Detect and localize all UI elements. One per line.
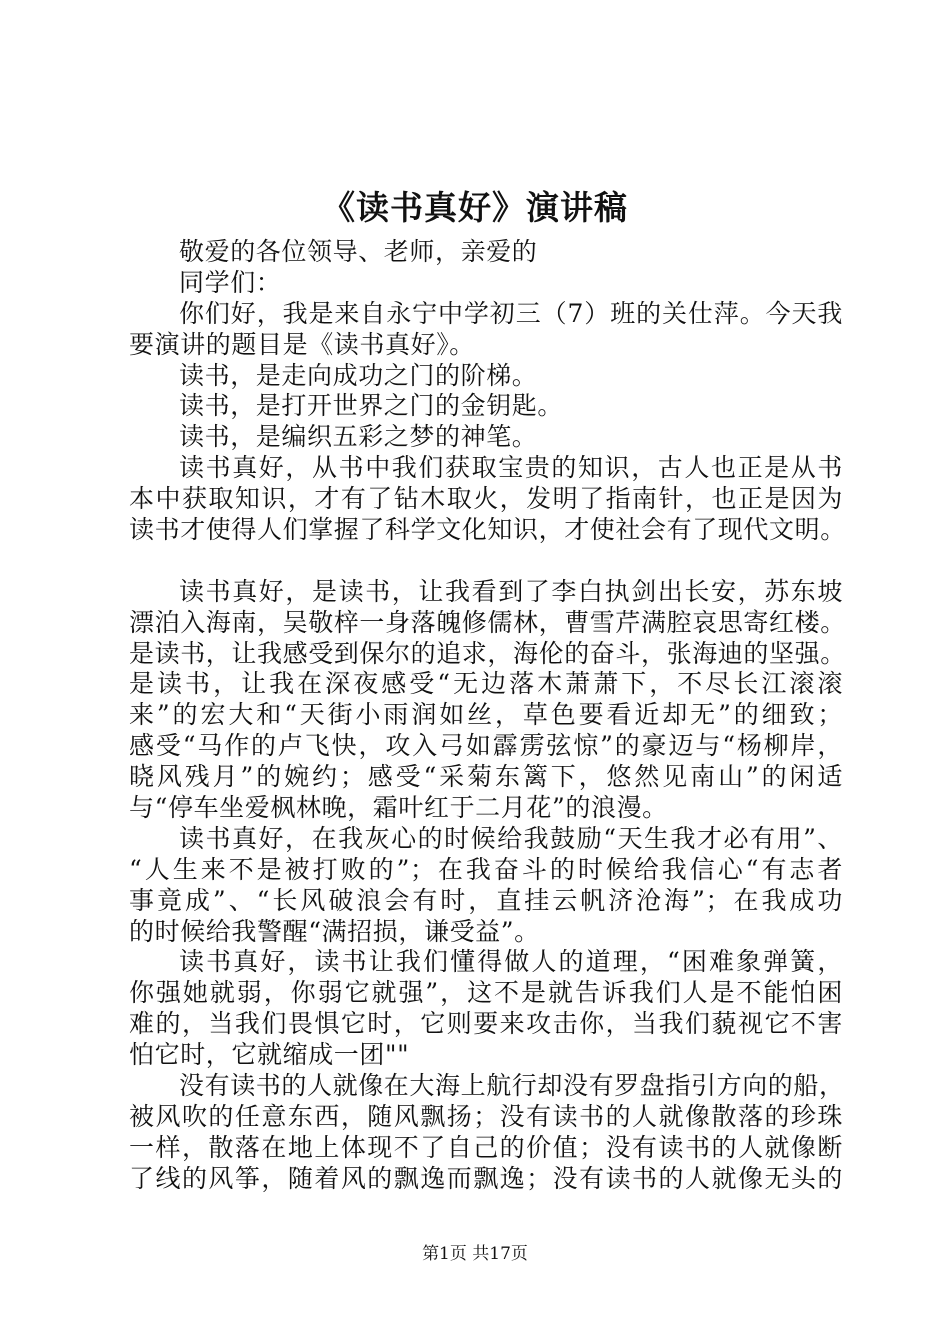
- paragraph-line: 一样，散落在地上体现不了自己的价值；没有读书的人就像断: [129, 1132, 843, 1162]
- page-footer: 第1页 共17页: [422, 1244, 528, 1264]
- paragraph-line: 是读书，让我感受到保尔的追求，海伦的奋斗，张海迪的坚强。: [129, 638, 846, 668]
- document-body: [129, 237, 846, 1195]
- paragraph-line: 读书，是编织五彩之梦的神笔。: [179, 422, 538, 452]
- paragraph-line: 是读书，让我在深夜感受“无边落木萧萧下，不尽长江滚滚: [129, 669, 843, 699]
- paragraph-line: 本中获取知识，才有了钻木取火，发明了指南针，也正是因为: [129, 484, 843, 514]
- paragraph-line: 难的，当我们畏惧它时，它则要来攻击你，当我们藐视它不害: [129, 1009, 843, 1039]
- paragraph-line: 读书真好，从书中我们获取宝贵的知识，古人也正是从书: [179, 453, 843, 483]
- document-title: 《读书真好》演讲稿: [322, 188, 628, 227]
- paragraph-line: 你强她就弱，你弱它就强”，这不是就告诉我们人是不能怕困: [129, 978, 843, 1008]
- paragraph-line: 读书才使得人们掌握了科学文化知识，才使社会有了现代文明。: [129, 515, 846, 545]
- paragraph-line: 敬爱的各位领导、老师，亲爱的: [179, 237, 538, 266]
- paragraph-line: 了线的风筝，随着风的飘逸而飘逸；没有读书的人就像无头的: [129, 1163, 843, 1193]
- paragraph-line: 漂泊入海南，吴敬梓一身落魄修儒林，曹雪芹满腔哀思寄红楼。: [129, 607, 846, 637]
- paragraph-line: 的时候给我警醒“满招损，谦受益”。: [129, 916, 540, 946]
- paragraph-line: 晓风残月”的婉约；感受“采菊东篱下，悠然见南山”的闲适: [129, 762, 843, 792]
- paragraph-line: 事竟成”、“长风破浪会有时，直挂云帆济沧海”；在我成功: [129, 885, 843, 915]
- paragraph-line: 读书真好，是读书，让我看到了李白执剑出长安，苏东坡: [179, 576, 843, 606]
- blank-line: [129, 546, 843, 577]
- paragraph-line: 读书，是打开世界之门的金钥匙。: [179, 391, 564, 421]
- paragraph-line: 同学们：: [179, 267, 282, 297]
- paragraph-line: 要演讲的题目是《读书真好》。: [129, 329, 475, 359]
- paragraph-line: “人生来不是被打败的”；在我奋斗的时候给我信心“有志者: [129, 854, 843, 884]
- paragraph-line: 怕它时，它就缩成一团"": [129, 1040, 410, 1070]
- paragraph-line: 感受“马作的卢飞快，攻入弓如霹雳弦惊”的豪迈与“杨柳岸，: [129, 731, 843, 761]
- paragraph-line: 读书真好，在我灰心的时候给我鼓励“天生我才必有用”、: [179, 823, 843, 853]
- paragraph-line: 与“停车坐爱枫林晚，霜叶红于二月花”的浪漫。: [129, 793, 668, 823]
- paragraph-line: 读书，是走向成功之门的阶梯。: [179, 360, 538, 390]
- paragraph-line: 读书真好，读书让我们懂得做人的道理，“困难象弹簧，: [179, 947, 843, 977]
- paragraph-line: 没有读书的人就像在大海上航行却没有罗盘指引方向的船，: [179, 1071, 845, 1101]
- paragraph-line: 被风吹的任意东西，随风飘扬；没有读书的人就像散落的珍珠: [129, 1101, 843, 1131]
- paragraph-line: 来”的宏大和“天街小雨润如丝，草色要看近却无”的细致；: [129, 700, 843, 730]
- paragraph-line: 你们好，我是来自永宁中学初三（7）班的关仕萍。今天我: [179, 298, 843, 328]
